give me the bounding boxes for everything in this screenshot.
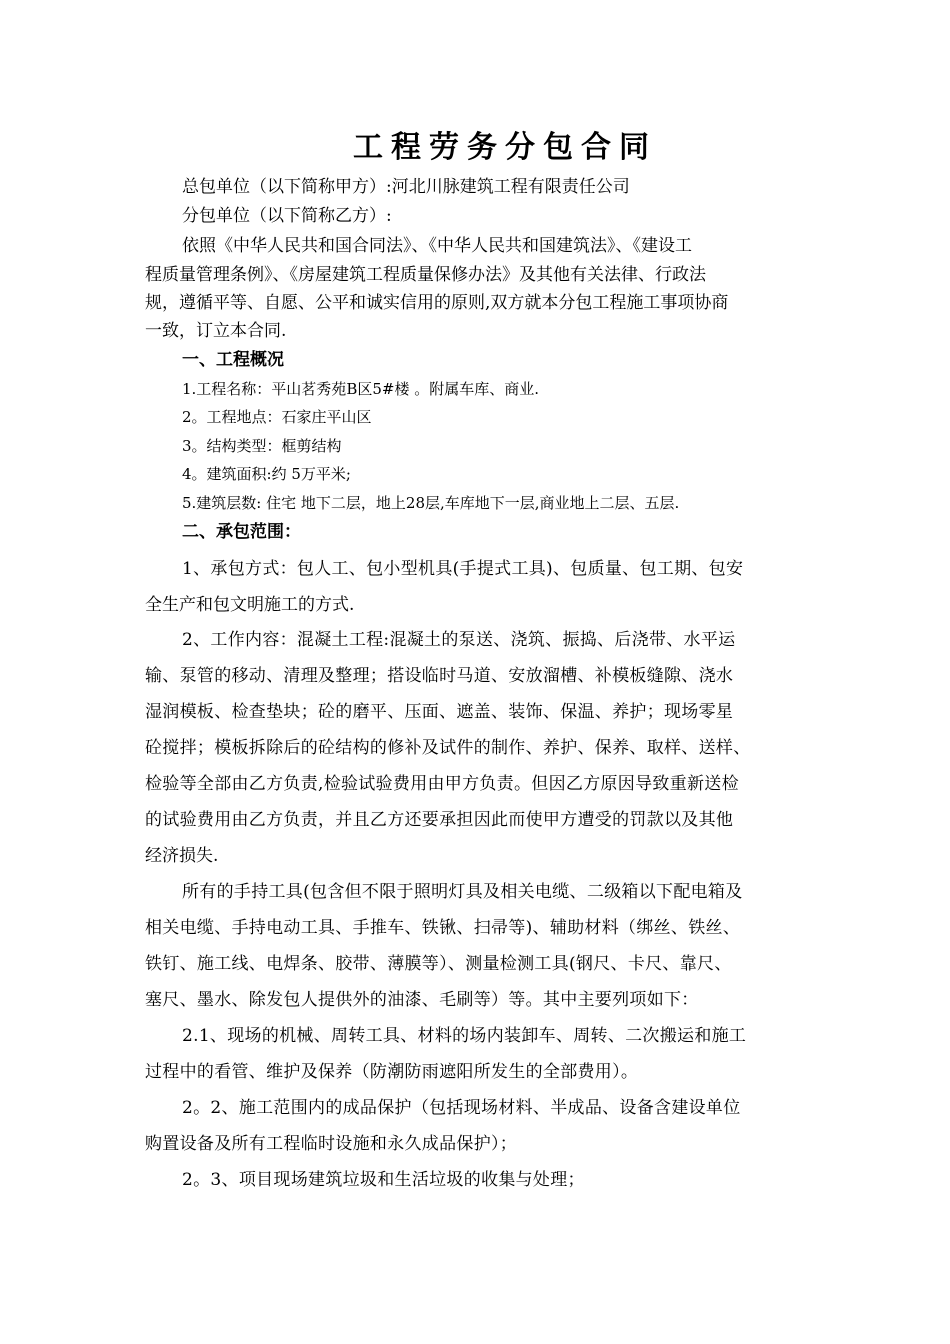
scope-line: 塞尺、墨水、除发包人提供外的油漆、毛刷等）等。其中主要列项如下： <box>145 990 699 1010</box>
scope-line: 2。2、施工范围内的成品保护（包括现场材料、半成品、设备含建设单位 <box>182 1098 741 1118</box>
scope-line: 所有的手持工具(包含但不限于照明灯具及相关电缆、二级箱以下配电箱及 <box>182 882 743 902</box>
scope-line: 2、工作内容：混凝土工程:混凝土的泵送、浇筑、振捣、后浇带、水平运 <box>182 630 736 650</box>
scope-line: 购置设备及所有工程临时设施和永久成品保护）； <box>145 1134 518 1154</box>
scope-line: 2.1、现场的机械、周转工具、材料的场内装卸车、周转、二次搬运和施工 <box>182 1026 747 1046</box>
preamble-line: 一致，订立本合同. <box>145 321 287 341</box>
project-item: 4。建筑面积:约 5万平米; <box>182 465 351 483</box>
scope-line: 输、泵管的移动、清理及整理；搭设临时马道、安放溜槽、补模板缝隙、浇水 <box>145 666 734 686</box>
subcontractor-line: 分包单位（以下简称乙方）: <box>182 206 392 226</box>
scope-line: 检验等全部由乙方负责,检验试验费用由甲方负责。但因乙方原因导致重新送检 <box>145 774 739 794</box>
preamble-line: 依照《中华人民共和国合同法》、《中华人民共和国建筑法》、《建设工 <box>182 236 692 256</box>
preamble-line: 规，遵循平等、自愿、公平和诚实信用的原则,双方就本分包工程施工事项协商 <box>145 293 729 313</box>
project-item: 1.工程名称：平山茗秀苑B区5#楼 。附属车库、商业. <box>182 380 539 398</box>
section-heading: 一、工程概况 <box>182 350 284 370</box>
scope-line: 铁钉、施工线、电焊条、胶带、薄膜等）、测量检测工具(钢尺、卡尺、靠尺、 <box>145 954 732 974</box>
document-title: 工程劳务分包合同 <box>353 130 657 165</box>
scope-line: 相关电缆、手持电动工具、手推车、铁锹、扫帚等)、辅助材料（绑丝、铁丝、 <box>145 918 741 938</box>
scope-line: 1、承包方式：包人工、包小型机具(手提式工具)、包质量、包工期、包安 <box>182 559 744 579</box>
scope-line: 砼搅拌；模板拆除后的砼结构的修补及试件的制作、养护、保养、取样、送样、 <box>145 738 751 758</box>
scope-line: 全生产和包文明施工的方式. <box>145 595 355 615</box>
preamble-line: 程质量管理条例》、《房屋建筑工程质量保修办法》及其他有关法律、行政法 <box>145 265 706 285</box>
general-contractor-line: 总包单位（以下简称甲方）:河北川脉建筑工程有限责任公司 <box>182 177 630 197</box>
scope-line: 经济损失. <box>145 846 219 866</box>
section-heading: 二、承包范围： <box>182 522 301 542</box>
scope-line: 的试验费用由乙方负责，并且乙方还要承担因此而使甲方遭受的罚款以及其他 <box>145 810 734 830</box>
scope-line: 2。3、项目现场建筑垃圾和生活垃圾的收集与处理； <box>182 1170 585 1190</box>
project-item: 3。结构类型：框剪结构 <box>182 437 342 455</box>
scope-line: 过程中的看管、维护及保养（防潮防雨遮阳所发生的全部费用）。 <box>145 1062 639 1082</box>
project-item: 5.建筑层数: 住宅 地下二层，地上28层,车库地下一层,商业地上二层、五层. <box>182 494 680 512</box>
project-item: 2。工程地点：石家庄平山区 <box>182 408 372 426</box>
scope-line: 湿润模板、检查垫块；砼的磨平、压面、遮盖、装饰、保温、养护；现场零星 <box>145 702 734 722</box>
